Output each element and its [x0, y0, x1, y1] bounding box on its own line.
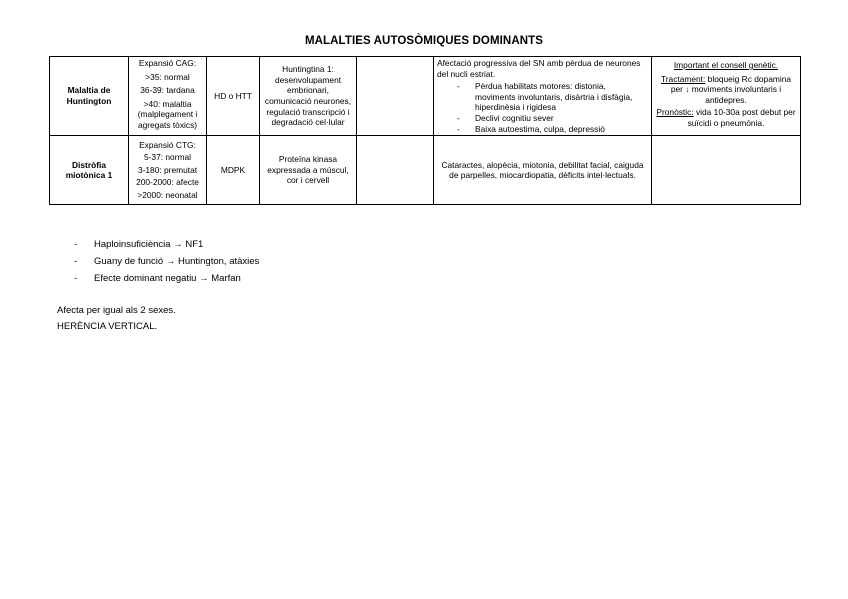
list-item: - Guany de funció → Huntington, atàxies: [74, 253, 259, 270]
expansion-line: 200-2000: afecte: [136, 177, 199, 188]
mechanism-list: [74, 236, 259, 287]
expansion-cell: [129, 136, 207, 205]
inheritance-note: HERÈNCIA VERTICAL.: [57, 321, 158, 332]
notes-cell: [652, 136, 801, 205]
sex-note: Afecta per igual als 2 sexes.: [57, 305, 176, 316]
expansion-line: Expansió CTG:: [139, 139, 196, 150]
clinic-intro: Afectació progressiva del SN amb pèrdua de neurones del nucli estriat.: [437, 58, 641, 79]
expansion-line: 3-180: premutat: [137, 164, 198, 175]
expansion-line: 36-39: tardana: [140, 85, 195, 96]
table-row: [50, 136, 801, 205]
symptom-list: [437, 81, 648, 134]
important-note: Important el consell genètic.: [673, 60, 779, 70]
expansion-line: >35: normal: [145, 71, 190, 82]
prognosis-label: Pronòstic:: [656, 107, 694, 118]
empty-cell: [357, 57, 434, 136]
disease-name-cell: Distròfia miotònica 1: [50, 136, 129, 205]
expansion-line: 5-37: normal: [143, 152, 191, 163]
disease-name-cell: Malaltia de Huntington: [50, 57, 129, 136]
clinic-cell: [434, 57, 652, 136]
table-row: [50, 57, 801, 136]
treatment-note: [655, 74, 797, 106]
page-title: MALALTIES AUTOSÒMIQUES DOMINANTS: [304, 35, 544, 47]
clinic-cell: Cataractes, alopècia, miotonia, debilitat facial, caiguda de parpelles, miocardiopatia, dèficits intel·lectuals.: [434, 136, 652, 205]
expansion-cell: [129, 57, 207, 136]
treatment-label: Tractament:: [660, 73, 706, 84]
gene-cell: HD o HTT: [207, 57, 260, 136]
diseases-table: [49, 56, 801, 205]
list-item: - Pèrdua habilitats motores: distonia, moviments involuntaris, disàrtria i disfàgia, hiperdinèsia i rigidesa: [457, 81, 648, 113]
expansion-line: >2000: neonatal: [137, 190, 198, 201]
expansion-line: Expansió CAG:: [138, 58, 197, 68]
prognosis-note: [655, 107, 797, 128]
expansion-line: >40: malaltia (malplegament i agregats tòxics): [137, 98, 198, 130]
protein-cell: Huntingtina 1: desenvolupament embrionari, comunicació neurones, regulació transcripció i degradació cel·lular: [260, 57, 357, 136]
list-item: - Baixa autoestima, culpa, depressió: [457, 124, 648, 135]
empty-cell: [357, 136, 434, 205]
list-item: - Efecte dominant negatiu → Marfan: [74, 270, 259, 287]
list-item: - Declivi cognitiu sever: [457, 113, 648, 124]
gene-cell: MDPK: [207, 136, 260, 205]
prognosis-text: vida 10-30a post debut per suïcidi o pneumònia.: [687, 107, 796, 128]
notes-cell: [652, 57, 801, 136]
treatment-text: bloqueig Rc dopamina per ↓ moviments involuntaris i antidepres.: [670, 73, 792, 105]
protein-cell: Proteïna kinasa expressada a múscul, cor i cervell: [260, 136, 357, 205]
list-item: - Haploinsuficiència → NF1: [74, 236, 259, 253]
